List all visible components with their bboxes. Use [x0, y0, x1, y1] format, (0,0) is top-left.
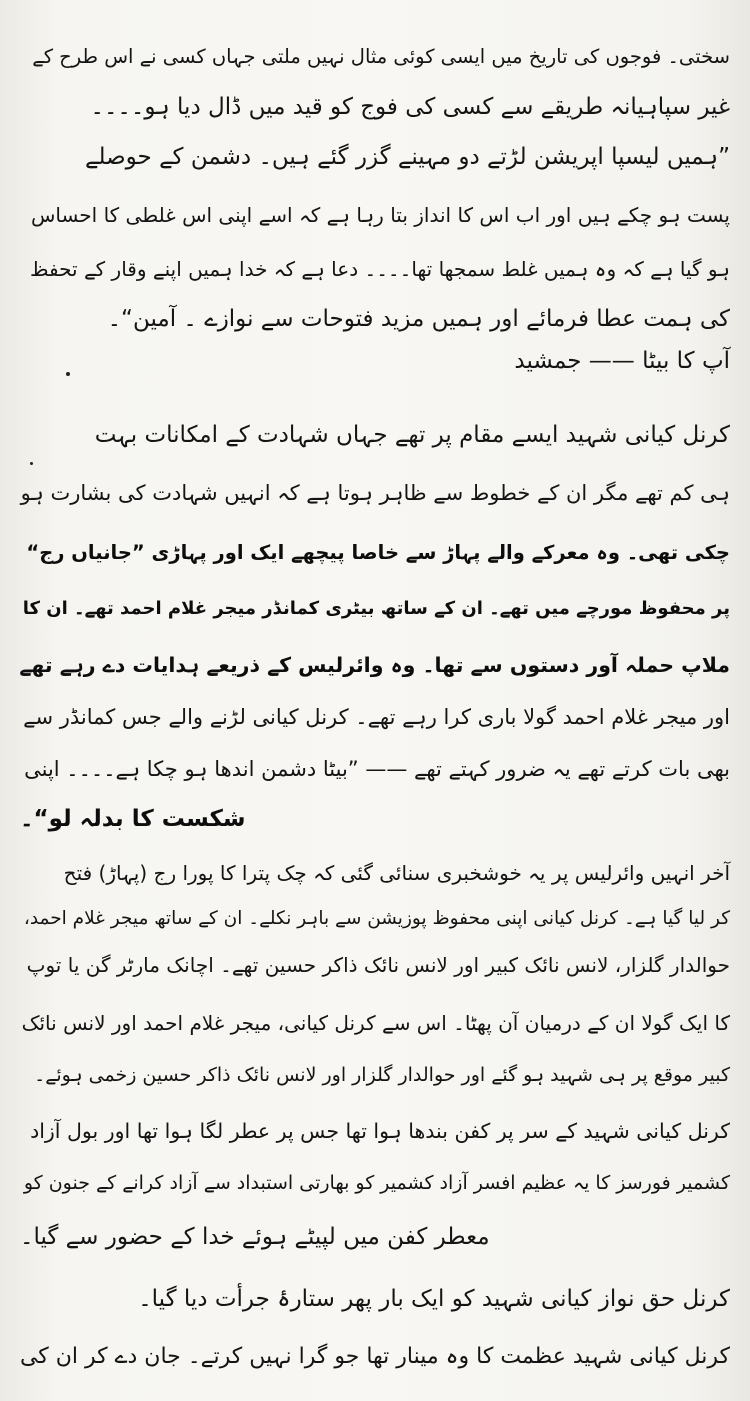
text-line: معطر کفن میں لپیٹے ہوئے خدا کے حضور سے گیا۔	[20, 1224, 490, 1250]
text-line: پر محفوظ مورچے میں تھے۔ ان کے ساتھ بیٹری کمانڈر میجر غلام احمد تھے۔ ان کا	[22, 598, 730, 619]
text-line: کشمیر فورسز کا یہ عظیم افسر آزاد کشمیر کو بھارتی استبداد سے آزاد کرانے کے جنون کو	[23, 1172, 730, 1194]
text-line: کرنل کیانی شہید عظمت کا وہ مینار تھا جو گرا نہیں کرتے۔ جان دے کر ان کی	[19, 1344, 730, 1369]
text-line: کرنل کیانی شہید کے سر پر کفن بندھا ہوا تھا جس پر عطر لگا ہوا تھا اور بول آزاد	[30, 1119, 730, 1143]
text-line: شکست کا بدلہ لو“۔	[20, 806, 246, 832]
text-line: بھی بات کرتے تھے یہ ضرور کہتے تھے —— ”بیٹا دشمن اندھا ہو چکا ہے۔۔۔۔ اپنی	[24, 757, 730, 781]
text-line: غیر سپاہیانہ طریقے سے کسی کی فوج کو قید میں ڈال دیا ہو۔۔۔۔	[90, 94, 730, 120]
text-line: آخر انہیں وائرلیس پر یہ خوشخبری سنائی گئی کہ چک پترا کا پورا رج (پہاڑ) فتح	[63, 861, 730, 885]
text-line: چکی تھی۔ وہ معرکے والے پہاڑ سے خاصا پیچھے ایک اور پہاڑی ”جانیاں رج“	[26, 541, 730, 564]
text-line: ہی کم تھے مگر ان کے خطوط سے ظاہر ہوتا ہے کہ انہیں شہادت کی بشارت ہو	[20, 481, 730, 505]
text-line: اور میجر غلام احمد گولا باری کرا رہے تھے۔ کرنل کیانی لڑنے والے جس کمانڈر سے	[23, 705, 730, 729]
text-line: کبیر موقع پر ہی شہید ہو گئے اور حوالدار گلزار اور لانس نائک ذاکر حسین زخمی ہوئے۔	[34, 1064, 730, 1086]
text-line: ”ہمیں لیسپا اپریشن لڑتے دو مہینے گزر گئے ہیں۔ دشمن کے حوصلے	[85, 144, 730, 170]
text-line: سختی۔ فوجوں کی تاریخ میں ایسی کوئی مثال نہیں ملتی جہاں کسی نے اس طرح کے	[32, 45, 730, 68]
stray-mark	[30, 462, 33, 465]
text-line: کرنل حق نواز کیانی شہید کو ایک بار پھر ستارۂ جرأت دیا گیا۔	[138, 1286, 730, 1312]
signature-line: آپ کا بیٹا —— جمشید	[514, 348, 730, 374]
text-line: ملاپ حملہ آور دستوں سے تھا۔ وہ وائرلیس کے ذریعے ہدایات دے رہے تھے	[19, 653, 730, 677]
stray-mark	[66, 372, 70, 376]
text-line: ہو گیا ہے کہ وہ ہمیں غلط سمجھا تھا۔۔۔۔ دعا ہے کہ خدا ہمیں اپنے وقار کے تحفظ	[30, 257, 730, 281]
text-line: کر لیا گیا ہے۔ کرنل کیانی اپنی محفوظ پوزیشن سے باہر نکلے۔ ان کے ساتھ میجر غلام احمد،	[23, 908, 730, 929]
text-line: کرنل کیانی شہید ایسے مقام پر تھے جہاں شہادت کے امکانات بہت	[94, 422, 730, 448]
text-line: کی ہمت عطا فرمائے اور ہمیں مزید فتوحات سے نوازے ۔ آمین“۔	[107, 306, 730, 332]
text-line: پست ہو چکے ہیں اور اب اس کا انداز بتا رہا ہے کہ اسے اپنی اس غلطی کا احساس	[30, 203, 730, 227]
text-line: حوالدار گلزار، لانس نائک کبیر اور لانس نائک ذاکر حسین تھے۔ اچانک مارٹر گن یا توپ	[26, 953, 730, 977]
text-line: کا ایک گولا ان کے درمیان آن پھٹا۔ اس سے کرنل کیانی، میجر غلام احمد اور لانس نائک	[21, 1011, 730, 1035]
